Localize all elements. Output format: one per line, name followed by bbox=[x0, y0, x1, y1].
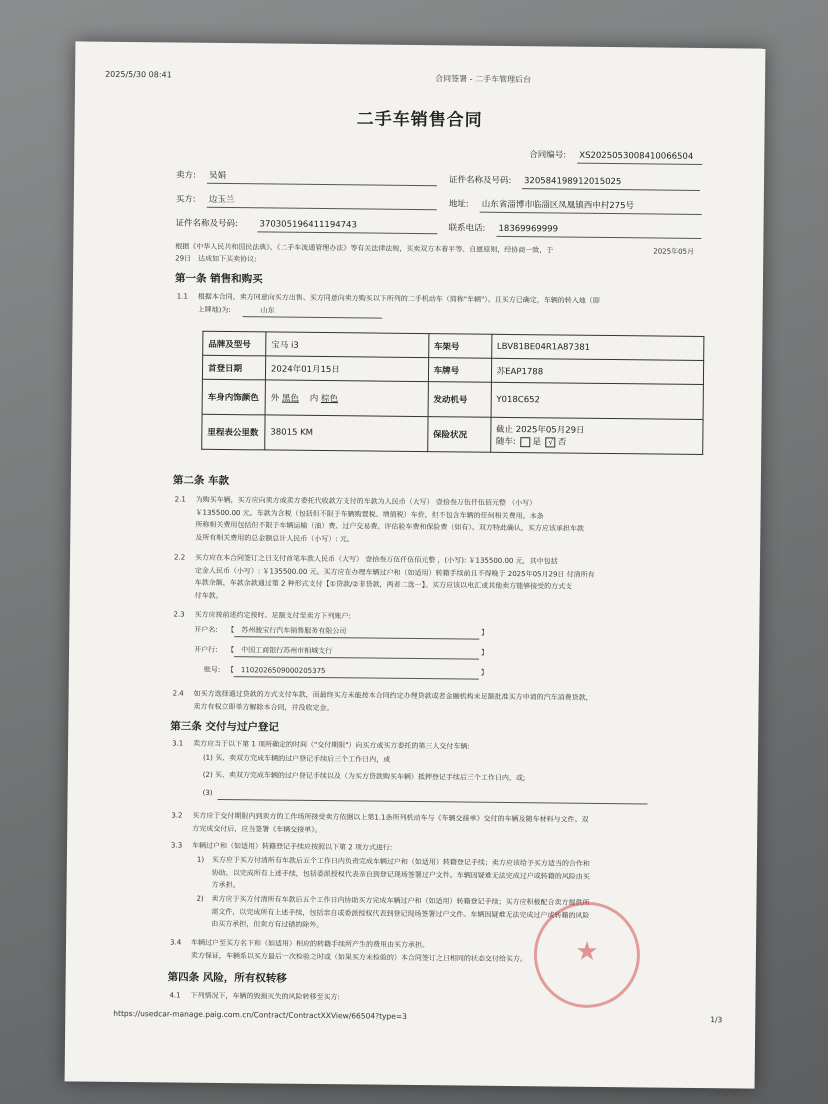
buyer-phone-underline bbox=[496, 236, 701, 239]
print-page-title: 合同签署 - 二手车管理后台 bbox=[435, 74, 532, 85]
plate-value: 苏EAP1788 bbox=[491, 358, 704, 384]
buyer-addr-value: 山东省淄博市临淄区凤凰镇西申村275号 bbox=[481, 199, 635, 212]
brand-label: 品牌及型号 bbox=[203, 331, 266, 356]
clause-2-1-body bbox=[195, 494, 584, 548]
buyer-addr-label: 地址: bbox=[448, 199, 469, 210]
footer-url: https://usedcar-manage.paig.com.cn/Contract/ContractXXView/66504?type=3 bbox=[113, 1008, 407, 1021]
clause-3-4-line: 卖方保证，车辆系以买方最后一次检验之时或（如果买方未检验的）本合同签订之日相同的状态交付给买方。 bbox=[190, 951, 527, 963]
option-yes-label: 是 bbox=[532, 437, 542, 448]
vin-label: 车架号 bbox=[428, 334, 491, 359]
account-name-label: 开户名: bbox=[194, 625, 218, 634]
seal-star-icon: ★ bbox=[575, 936, 599, 967]
bracket-close: 】 bbox=[480, 668, 488, 677]
buyer-phone-value: 18369969999 bbox=[498, 223, 559, 235]
clause-2-2-line: 车款余额，车款余款通过第 2 种形式支付【①贷款/②非贷款，两者二选一】。买方应该以电汇或其他卖方能够接受的方式支 bbox=[194, 578, 573, 591]
contract-no-label: 合同编号: bbox=[529, 150, 567, 161]
clause-3-3-text: 车辆过户和（如适用）转籍登记手续应按照以下第 2 项方式进行: bbox=[192, 841, 393, 852]
bracket-open: 【 bbox=[226, 666, 234, 675]
clause-3-3-1-body bbox=[212, 854, 590, 895]
clause-3-3-1-no: 1) bbox=[196, 855, 205, 864]
engine-value: Y018C652 bbox=[491, 382, 704, 419]
buyer-phone-label: 联系电话: bbox=[448, 223, 486, 234]
clause-3-3-2-no: 2) bbox=[196, 894, 204, 903]
preamble-text: 根据《中华人民共和国民法典》、《二手车流通管理办法》等有关法律法规，买卖双方本着平等、自愿原则，经协商一致，于 bbox=[175, 242, 554, 255]
bank-label: 开户行: bbox=[194, 645, 218, 654]
interior-prefix: 内 bbox=[309, 393, 319, 404]
clause-2-3-no: 2.3 bbox=[173, 610, 185, 619]
contract-no-underline bbox=[577, 163, 702, 165]
preamble-text2: 达成如下买卖协议: bbox=[198, 254, 257, 264]
bank-value: 中国工商银行苏州市相城支行 bbox=[241, 646, 333, 656]
buyer-addr-underline bbox=[480, 212, 702, 215]
bracket-close: 】 bbox=[481, 628, 489, 637]
clause-3-3-1-line: 协助，以完成所有上述手续，包括委派授权代表亲自到登记现场签署过户文件。车辆因疑难无法完成过户或转籍的风险由买 bbox=[211, 868, 590, 881]
bracket-close: 】 bbox=[481, 648, 489, 657]
article4-heading: 第四条 风险，所有权转移 bbox=[167, 971, 287, 985]
exterior-color: 黑色 bbox=[281, 393, 300, 404]
option-yes-checkbox bbox=[520, 437, 530, 447]
company-seal bbox=[533, 901, 640, 1008]
clause-3-4-body bbox=[191, 937, 527, 966]
clause-3-1-option-2: (2) 买、卖双方完成车辆的过户登记手续以及（为买方贷款购买车辆）抵押登记手续后三个工作日内，或; bbox=[202, 770, 526, 783]
clause-3-2-line: 买方应于交付期限内到卖方的工作场所接受卖方依据以上第1.1条所列机动车与《车辆交接单》交付的车辆及随车材料与文件。双 bbox=[192, 811, 589, 824]
contract-page bbox=[65, 41, 766, 1088]
account-name-value: 苏州骏宝行汽车销售服务有限公司 bbox=[241, 626, 347, 636]
clause-1-1-place-underline bbox=[243, 316, 383, 318]
clause-2-2-body bbox=[195, 552, 595, 606]
clause-2-2-line: 定金人民币（小写）: ￥135500.00 元。买方应在办理车辆过户和（如适用）转籍手续前且不得晚于 2025年05月29日 付清所有 bbox=[194, 566, 595, 579]
clause-3-1-text: 卖方应当于以下第 1 项所确定的时间（"交付期限"）向买方或买方委托的第三人交付车辆: bbox=[193, 739, 470, 751]
buyer-id-value: 370305196411194743 bbox=[259, 219, 357, 231]
exterior-prefix: 外 bbox=[270, 393, 280, 404]
clause-4-1-no: 4.1 bbox=[169, 991, 181, 1000]
option-no-label: 否 bbox=[557, 437, 567, 448]
interior-color: 棕色 bbox=[320, 394, 339, 405]
clause-2-2-line: 付车款。 bbox=[194, 591, 223, 600]
brand-value: 宝马 i3 bbox=[266, 332, 429, 358]
buyer-id-underline bbox=[257, 231, 437, 234]
buyer-name: 边玉兰 bbox=[208, 194, 235, 206]
vin-value: LBV81BE04R1A87381 bbox=[491, 334, 704, 360]
bank-underline bbox=[234, 656, 479, 660]
seller-name: 吴娟 bbox=[209, 170, 227, 182]
clause-2-1-line: ￥135500.00 元。车款为含税（包括但不限于车辆购置税、增值税）车价，但不包含车辆的任何相关费用。本条 bbox=[195, 508, 544, 520]
buyer-id-label: 证件名称及号码: bbox=[175, 218, 238, 230]
contract-no-value: XS2025053008410066504 bbox=[579, 150, 694, 162]
clause-3-1-option-3-underline bbox=[218, 799, 648, 805]
clause-2-2-no: 2.2 bbox=[174, 553, 186, 562]
buyer-label: 买方: bbox=[175, 194, 196, 205]
mileage-label: 里程表公里数 bbox=[202, 414, 265, 450]
clause-2-1-no: 2.1 bbox=[174, 495, 186, 504]
clause-2-4-body bbox=[193, 688, 592, 717]
clause-3-1-option-1: (1) 买、卖双方完成车辆的过户登记手续后三个工作日内，或 bbox=[202, 753, 391, 764]
engine-label: 发动机号 bbox=[428, 382, 491, 418]
clause-3-4-no: 3.4 bbox=[169, 938, 182, 947]
insurance-label: 保险状况 bbox=[427, 417, 490, 453]
clause-1-1-place: 山东 bbox=[260, 306, 275, 315]
clause-2-4-no: 2.4 bbox=[172, 689, 184, 698]
clause-2-4-line: 卖方有权立即单方解除本合同，并没收定金。 bbox=[193, 702, 334, 712]
preamble-date2: 29日 bbox=[175, 254, 192, 263]
account-name-underline bbox=[234, 636, 479, 640]
reg-date-label: 首登日期 bbox=[202, 355, 265, 380]
clause-3-3-1-line: 方承担。 bbox=[211, 880, 240, 890]
footer-page-number: 1/3 bbox=[710, 1015, 723, 1025]
clause-2-1-line: 所称相关费用包括但不限于车辆运输（油）费、过户交易费、评估验车费和保险费（如有）。双方特此确认，买方应该承担车款 bbox=[195, 520, 584, 533]
clause-3-3-2-body bbox=[211, 893, 589, 934]
seller-id-value: 320584198912015025 bbox=[523, 176, 622, 188]
account-no-label: 账号: bbox=[203, 665, 221, 674]
account-no-value: 1102026509000205375 bbox=[240, 666, 326, 676]
plate-label: 车牌号 bbox=[428, 358, 491, 383]
clause-3-3-1-line: 买方应于买方付清所有车款后五个工作日内负责完成车辆过户和（如适用）转籍登记手续；卖方应该给予买方适当的合作和 bbox=[211, 855, 590, 868]
clause-3-3-2-line: 卖方应于买方付清所有车款后五个工作日内协助买方完成车辆过户和（如适用）转籍登记手续；买方应积极配合卖方提供所 bbox=[211, 894, 590, 907]
clause-2-3-text: 买方应按前述约定按时、足额支付至卖方下列账户: bbox=[194, 610, 351, 621]
mileage-value: 38015 KM bbox=[265, 415, 428, 452]
clause-2-2-line: 买方应在本合同签订之日支付首笔车款人民币（大写） 壹拾叁万伍仟伍佰元整 ，(小写): ￥135500.00 元，其中包括 bbox=[195, 553, 558, 566]
bracket-open: 【 bbox=[227, 646, 235, 655]
clause-2-1-line: 为购买车辆，买方应向卖方或卖方委托代收款方支付的车款为人民币（大写） 壹拾叁万伍仟伍佰元整 （小写） bbox=[195, 495, 537, 508]
seller-label: 卖方: bbox=[176, 170, 196, 181]
clause-3-2-no: 3.2 bbox=[171, 811, 183, 820]
insurance-value bbox=[490, 417, 703, 454]
clause-1-1-no: 1.1 bbox=[176, 292, 188, 301]
option-no-checkbox: √ bbox=[546, 437, 556, 447]
seller-id-underline bbox=[522, 188, 700, 191]
contract-title: 二手车销售合同 bbox=[356, 109, 483, 131]
buyer-name-underline bbox=[207, 207, 437, 210]
color-value bbox=[265, 380, 428, 417]
clause-3-1-option-3: (3) bbox=[202, 788, 213, 797]
clause-2-1-line: 及所有相关费用的总金额总计人民币（小写）: 元。 bbox=[195, 533, 354, 543]
clause-2-4-line: 如买方选择通过贷款的方式支付车款，而最终买方未能按本合同约定办理贷款或者金融机构未足额批准买方申请的汽车消费贷款， bbox=[193, 689, 593, 702]
clause-3-2-line: 方完成交付后，应当签署《车辆交接单》。 bbox=[192, 824, 322, 834]
print-datetime: 2025/5/30 08:41 bbox=[105, 69, 172, 80]
bracket-open: 【 bbox=[227, 626, 235, 635]
article2-heading: 第二条 车款 bbox=[172, 474, 230, 488]
clause-3-3-2-line: 由买方承担，但卖方有过错的除外。 bbox=[211, 919, 324, 930]
preamble-date: 2025年05月 bbox=[653, 247, 695, 256]
clause-3-4-line: 车辆过户至买方名下和（如适用）相应的转籍手续所产生的费用由买方承担。 bbox=[190, 938, 430, 950]
insurance-date: 2025年05月29日 bbox=[515, 425, 585, 436]
clause-3-3-no: 3.3 bbox=[171, 841, 183, 850]
seller-id-label: 证件名称及号码: bbox=[448, 175, 512, 186]
insurance-until-label: 截止 bbox=[496, 424, 514, 436]
insurance-with-car-label: 随车: bbox=[495, 436, 516, 448]
vehicle-table bbox=[201, 331, 704, 455]
article3-heading: 第三条 交付与过户登记 bbox=[170, 720, 280, 734]
seller-name-underline bbox=[207, 183, 437, 186]
clause-1-1-text: 根据本合同，卖方同意向买方出售、买方同意向卖方购买以下所列的二手机动车（简称"车辆"）。且买方已确定，车辆的转入地（即 bbox=[197, 292, 600, 305]
clause-3-1-no: 3.1 bbox=[172, 739, 184, 748]
clause-1-1-text2: 上牌地)为: bbox=[197, 305, 231, 315]
color-label: 车身内饰颜色 bbox=[202, 379, 265, 415]
clause-3-2-body bbox=[192, 810, 588, 839]
reg-date-value: 2024年01月15日 bbox=[265, 356, 428, 382]
account-no-underline bbox=[234, 676, 479, 680]
clause-4-1-text: 下列情况下，车辆的毁损灭失的风险转移至买方: bbox=[190, 991, 340, 1002]
clause-3-3-2-line: 需文件，以完成所有上述手续，包括亲自或委派授权代表到登记现场签署过户文件。车辆因疑难无法完成过户或转籍的风险 bbox=[211, 907, 590, 920]
article1-heading: 第一条 销售和购买 bbox=[174, 272, 263, 286]
